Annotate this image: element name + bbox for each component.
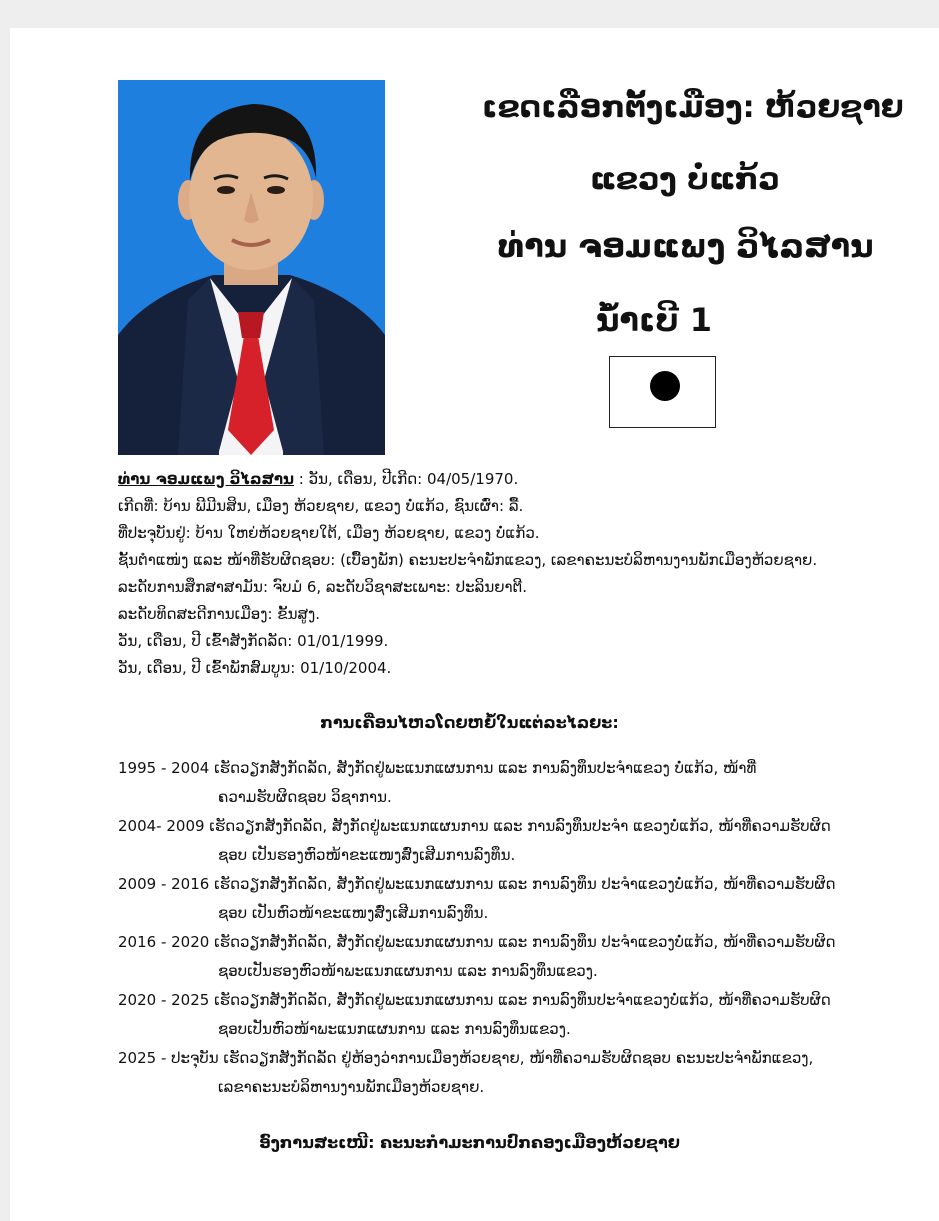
proposing-organization: ອົງການສະເໜີ: ຄະນະກໍາມະການປົກຄອງເມືອງຫ້ວຍຊາຍ <box>259 1133 680 1152</box>
date-of-birth: : ວັນ, ເດືອນ, ປີເກີດ: 04/05/1970. <box>294 470 519 488</box>
career-item-line2: ເລຂາຄະນະບໍລິຫານງານພັກເມືອງຫ້ວຍຊາຍ. <box>218 1078 485 1096</box>
candidate-photo <box>118 80 385 455</box>
residence: ທີ່ປະຈຸບັນຢູ່: ບ້ານ ໃຫຍ່ຫ້ວຍຊາຍໃຕ້, ເມືອງ ຫ້ວຍຊາຍ, ແຂວງ ບໍ່ແກ້ວ. <box>118 524 540 542</box>
career-item-line1: 1995 - 2004 ເຮັດວຽກສັງກັດລັດ, ສັງກັດຢູ່ພະແນກແຜນການ ແລະ ການລົງທຶນປະຈໍາແຂວງ ບໍ່ແກ້ວ, ໜ້າທີ່ <box>118 759 757 777</box>
career-item-line2: ຊອບ ເປັນຮອງຫົວໜ້າຂະແໜງສົ່ງເສີມການລົງທຶນ. <box>218 846 516 864</box>
career-item-line1: 2020 - 2025 ເຮັດວຽກສັງກັດລັດ, ສັງກັດຢູ່ພະແນກແຜນການ ແລະ ການລົງທຶນປະຈໍາແຂວງບໍ່ແກ້ວ, ໜ້າທີ່ຄວາມຮັບຜິດ <box>118 991 831 1009</box>
birthplace: ເກີດທີ່: ບ້ານ ພີມີນສິນ, ເມືອງ ຫ້ວຍຊາຍ, ແຂວງ ບໍ່ແກ້ວ, ຊົນເຜົ່າ: ລື້. <box>118 497 524 515</box>
career-item <box>118 986 918 1044</box>
career-item-line2: ຄວາມຮັບຜິດຊອບ ວິຊາການ. <box>218 788 392 806</box>
career-item <box>118 870 918 928</box>
career-item <box>118 1044 918 1102</box>
info-name-dob-row <box>118 466 908 493</box>
electoral-district-title: ເຂດເລືອກຕັ້ງເມືອງ: ຫ້ວຍຊາຍ <box>482 90 904 125</box>
career-item-line1: 2009 - 2016 ເຮັດວຽກສັງກັດລັດ, ສັງກັດຢູ່ພະແນກແຜນການ ແລະ ການລົງທຶນ ປະຈໍາແຂວງບໍ່ແກ້ວ, ໜ້າທີ່ຄວາມຮັບຜິດ <box>118 875 836 893</box>
career-item-line1: 2025 - ປະຈຸບັນ ເຮັດວຽກສັງກັດລັດ ຢູ່ຫ້ອງວ່າການເມືອງຫ້ວຍຊາຍ, ໜ້າທີ່ຄວາມຮັບຜິດຊອບ ຄະນະປະຈໍາພັກແຂວງ, <box>118 1049 814 1067</box>
ballot-dot-icon <box>650 371 680 401</box>
career-list <box>118 754 918 1102</box>
career-item <box>118 754 918 812</box>
career-section-title: ການເຄື່ອນໄຫວໂດຍຫຍໍ້ໃນແຕ່ລະໄລຍະ: <box>320 713 619 732</box>
candidate-info <box>118 466 908 682</box>
career-item-line1: 2004- 2009 ເຮັດວຽກສັງກັດລັດ, ສັງກັດຢູ່ພະແນກແຜນການ ແລະ ການລົງທຶນປະຈໍາ ແຂວງບໍ່ແກ້ວ, ໜ້າທີ່ຄວາມຮັບຜິດ <box>118 817 831 835</box>
political-theory-level: ລະດັບທິດສະດີການເມືອງ: ຂັ້ນສູງ. <box>118 605 320 623</box>
candidate-name-title: ທ່ານ ຈອມແພງ ວິໄລສານ <box>498 227 874 265</box>
party-membership-date: ວັນ, ເດືອນ, ປີ ເຂົ້າພັກສົມບູນ: 01/10/2004. <box>118 659 392 677</box>
career-item-line2: ຊອບ ເປັນຫົວໜ້າຂະແໜງສົ່ງເສີມການລົງທຶນ. <box>218 904 489 922</box>
career-item <box>118 928 918 986</box>
candidate-number-title: ນໍ້າເບີ 1 <box>596 301 713 339</box>
ballot-checkbox <box>609 356 716 428</box>
career-item-line2: ຊອບເປັນຮອງຫົວໜ້າພະແນກແຜນການ ແລະ ການລົງທຶນແຂວງ. <box>218 962 598 980</box>
career-item-line2: ຊອບເປັນຫົວໜ້າພະແນກແຜນການ ແລະ ການລົງທຶນແຂວງ. <box>218 1020 571 1038</box>
education: ລະດັບການສຶກສາສາມັນ: ຈົບມໍ 6, ລະດັບວິຊາສະເພາະ: ປະລິນຍາຕີ. <box>118 578 528 596</box>
career-item-line1: 2016 - 2020 ເຮັດວຽກສັງກັດລັດ, ສັງກັດຢູ່ພະແນກແຜນການ ແລະ ການລົງທຶນ ປະຈໍາແຂວງບໍ່ແກ້ວ, ໜ້າທີ່ຄວາມຮັບຜິດ <box>118 933 836 951</box>
candidate-name-underlined: ທ່ານ ຈອມແພງ ວິໄລສານ <box>118 470 295 488</box>
state-service-date: ວັນ, ເດືອນ, ປີ ເຂົ້າສັງກັດລັດ: 01/01/1999. <box>118 632 389 650</box>
position: ຊັ້ນຕໍາແໜ່ງ ແລະ ໜ້າທີ່ຮັບຜິດຊອບ: (ເບື້ອງພັກ) ຄະນະປະຈໍາພັກແຂວງ, ເລຂາຄະນະບໍລິຫານງານພັກເມືອງຫ້ວຍຊາຍ. <box>118 551 818 569</box>
portrait-illustration <box>118 80 385 455</box>
province-title: ແຂວງ ບໍ່ແກ້ວ <box>590 162 780 197</box>
career-item <box>118 812 918 870</box>
